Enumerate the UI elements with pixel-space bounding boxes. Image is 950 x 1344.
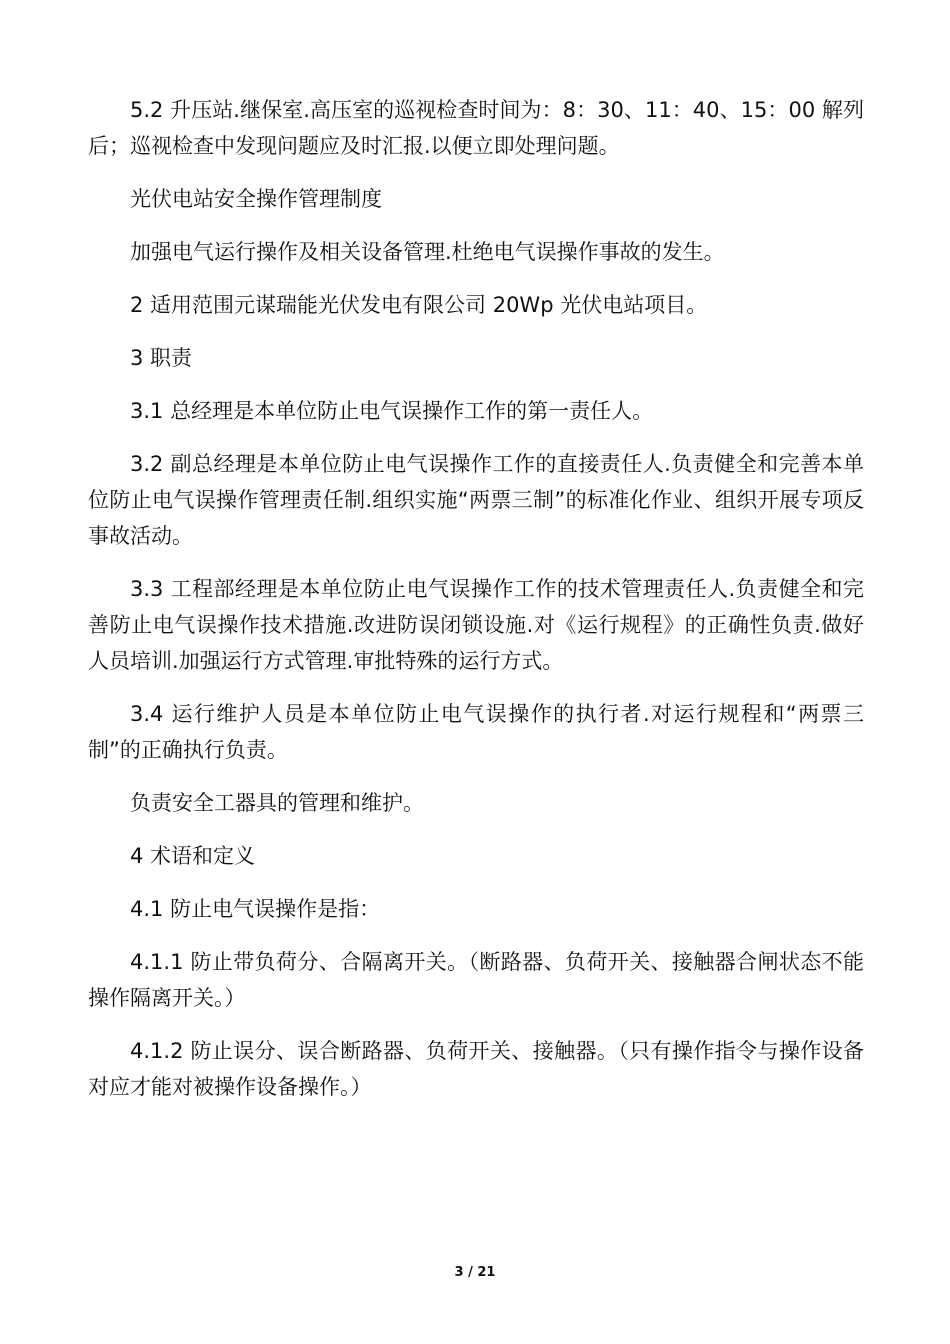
paragraph-3-1: 3.1 总经理是本单位防止电气误操作工作的第一责任人。: [130, 399, 654, 423]
paragraph-4-1-1: 4.1.1 防止带负荷分、合隔离开关。（断路器、负荷开关、接触器合闸状态不能操作隔离开关。）: [88, 950, 864, 1010]
paragraph-scope: 2 适用范围元谋瑞能光伏发电有限公司 20Wp 光伏电站项目。: [130, 293, 708, 317]
paragraph-safety-tools: 负责安全工器具的管理和维护。: [130, 791, 424, 815]
paragraph-5-2: 5.2 升压站.继保室.高压室的巡视检查时间为：8：30、11：40、15：00 解列后；巡视检查中发现问题应及时汇报.以便立即处理问题。: [88, 98, 864, 158]
heading-responsibilities: 3 职责: [130, 346, 193, 370]
paragraph-3-2: 3.2 副总经理是本单位防止电气误操作工作的直接责任人.负责健全和完善本单位防止电气误操作管理责任制.组织实施“两票三制”的标准化作业、组织开展专项反事故活动。: [88, 452, 864, 548]
heading-terms: 4 术语和定义: [130, 844, 256, 868]
page-number: 3 / 21: [454, 1265, 496, 1280]
paragraph-4-1-2: 4.1.2 防止误分、误合断路器、负荷开关、接触器。（只有操作指令与操作设备对应才能对被操作设备操作。）: [88, 1039, 864, 1099]
paragraph-3-4: 3.4 运行维护人员是本单位防止电气误操作的执行者.对运行规程和“两票三制”的正确执行负责。: [88, 702, 864, 762]
section-title: 光伏电站安全操作管理制度: [130, 187, 382, 211]
document-body: [88, 92, 864, 1122]
paragraph-4-1: 4.1 防止电气误操作是指：: [130, 897, 381, 921]
paragraph-purpose: 加强电气运行操作及相关设备管理.杜绝电气误操作事故的发生。: [130, 240, 725, 264]
paragraph-3-3: 3.3 工程部经理是本单位防止电气误操作工作的技术管理责任人.负责健全和完善防止电气误操作技术措施.改进防误闭锁设施.对《运行规程》的正确性负责.做好人员培训.加强运行方式管理.审批特殊的运行方式。: [88, 577, 864, 673]
